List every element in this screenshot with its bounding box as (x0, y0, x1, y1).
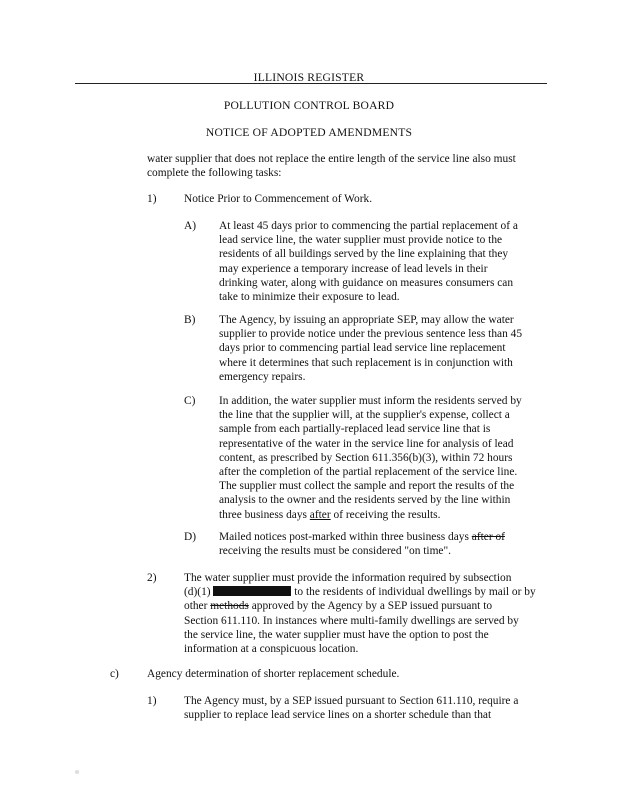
item-2-line: information at a conspicuous location. (184, 643, 359, 656)
item-c-text (219, 394, 522, 522)
item-c-lower-heading: Agency determination of shorter replacement schedule. (147, 668, 400, 680)
item-d-text (219, 530, 505, 558)
item-a-line: At least 45 days prior to commencing the partial replacement of a (219, 220, 518, 232)
item-a-line: residents of all buildings served by the line explaining that they (219, 248, 509, 261)
item-c1-text (184, 694, 518, 722)
notice-title: NOTICE OF ADOPTED AMENDMENTS (205, 126, 413, 139)
item-d-line-1 (219, 530, 505, 544)
item-c1-line: supplier to replace lead service lines on a shorter schedule than that (184, 709, 492, 722)
item-2-line: the service line, the water supplier must have the option to post the (184, 628, 489, 641)
item-c-line: representative of the water in the service line for analysis of lead (219, 437, 514, 450)
item-b-text (219, 313, 522, 384)
item-b-line: where it determines that such replacement is in conjunction with (219, 356, 513, 369)
item-c1-line: The Agency must, by a SEP issued pursuant to Section 611.110, require a (184, 695, 519, 707)
item-a-line: lead service line, the water supplier must provide notice to the (219, 234, 503, 247)
deleted-text: methods (210, 600, 249, 613)
item-c-line: content, as prescribed by Section 611.356(b)(3), within 72 hours (219, 451, 513, 464)
item-a-line: may experience a temporary increase of lead levels in their (219, 262, 488, 275)
item-c-lower-label: c) (110, 668, 119, 680)
intro-line: water supplier that does not replace the entire length of the service line also must (147, 153, 516, 165)
item-a-text (219, 219, 518, 304)
item-d-line-1-text: Mailed notices post-marked within three business days (219, 531, 472, 543)
item-c-label: C) (184, 395, 196, 407)
item-b-line: days prior to commencing partial lead service line replacement (219, 342, 506, 355)
item-b-line: supplier to provide notice under the previous sentence less than 45 (219, 328, 523, 341)
item-2-line-2-before: (d)(1) (184, 586, 214, 599)
scan-artifact (75, 770, 79, 774)
item-c-line: the line that the supplier will, at the supplier's expense, collect a (219, 409, 510, 422)
item-a-line: take to minimize their exposure to lead. (219, 291, 400, 304)
item-2-line-struck (184, 599, 536, 613)
item-c-line: The supplier must collect the sample and report the results of the (219, 480, 515, 493)
inserted-text: after (309, 508, 331, 521)
redaction-bar (213, 586, 291, 596)
item-c-last-line (219, 508, 522, 522)
header-rule (75, 83, 547, 84)
item-c-line: In addition, the water supplier must inform the residents served by (219, 395, 522, 407)
board-title: POLLUTION CONTROL BOARD (223, 99, 395, 112)
item-2-line-redacted (184, 585, 536, 599)
intro-line: complete the following tasks: (147, 167, 282, 180)
intro-paragraph (147, 152, 516, 180)
deleted-text: after of (471, 531, 505, 543)
item-2-line-2-after: to the residents of individual dwellings by mail or by (291, 586, 536, 599)
item-b-line: The Agency, by issuing an appropriate SEP, may allow the water (219, 314, 514, 326)
item-d-line: receiving the results must be considered "on time". (219, 545, 451, 558)
item-c-line: sample from each partially-replaced lead service line that is (219, 423, 491, 436)
item-2-label: 2) (147, 572, 157, 584)
item-a-label: A) (184, 220, 197, 232)
item-2-line: Section 611.110. In instances where multi-family dwellings are served by (184, 614, 519, 627)
register-title: ILLINOIS REGISTER (253, 71, 365, 84)
item-c-last-after: of receiving the results. (330, 508, 441, 521)
item-2-line-3-after: approved by the Agency by a SEP issued pursuant to (248, 600, 493, 613)
item-1-heading: Notice Prior to Commencement of Work. (184, 193, 373, 205)
item-2-text (184, 571, 536, 656)
item-a-line: drinking water, along with guidance on measures consumers can (219, 276, 514, 289)
item-b-line: emergency repairs. (219, 370, 306, 383)
item-c-line: analysis to the owner and the residents served by the line within (219, 494, 511, 507)
item-c1-label: 1) (147, 695, 157, 707)
item-c-last-before: three business days (219, 508, 310, 521)
item-c-line: after the completion of the partial replacement of the service line. (219, 466, 518, 479)
item-d-label: D) (184, 531, 197, 543)
item-1-label: 1) (147, 193, 157, 205)
item-2-line: The water supplier must provide the information required by subsection (184, 572, 512, 584)
item-2-line-3-before: other (184, 600, 211, 613)
item-b-label: B) (184, 314, 196, 326)
